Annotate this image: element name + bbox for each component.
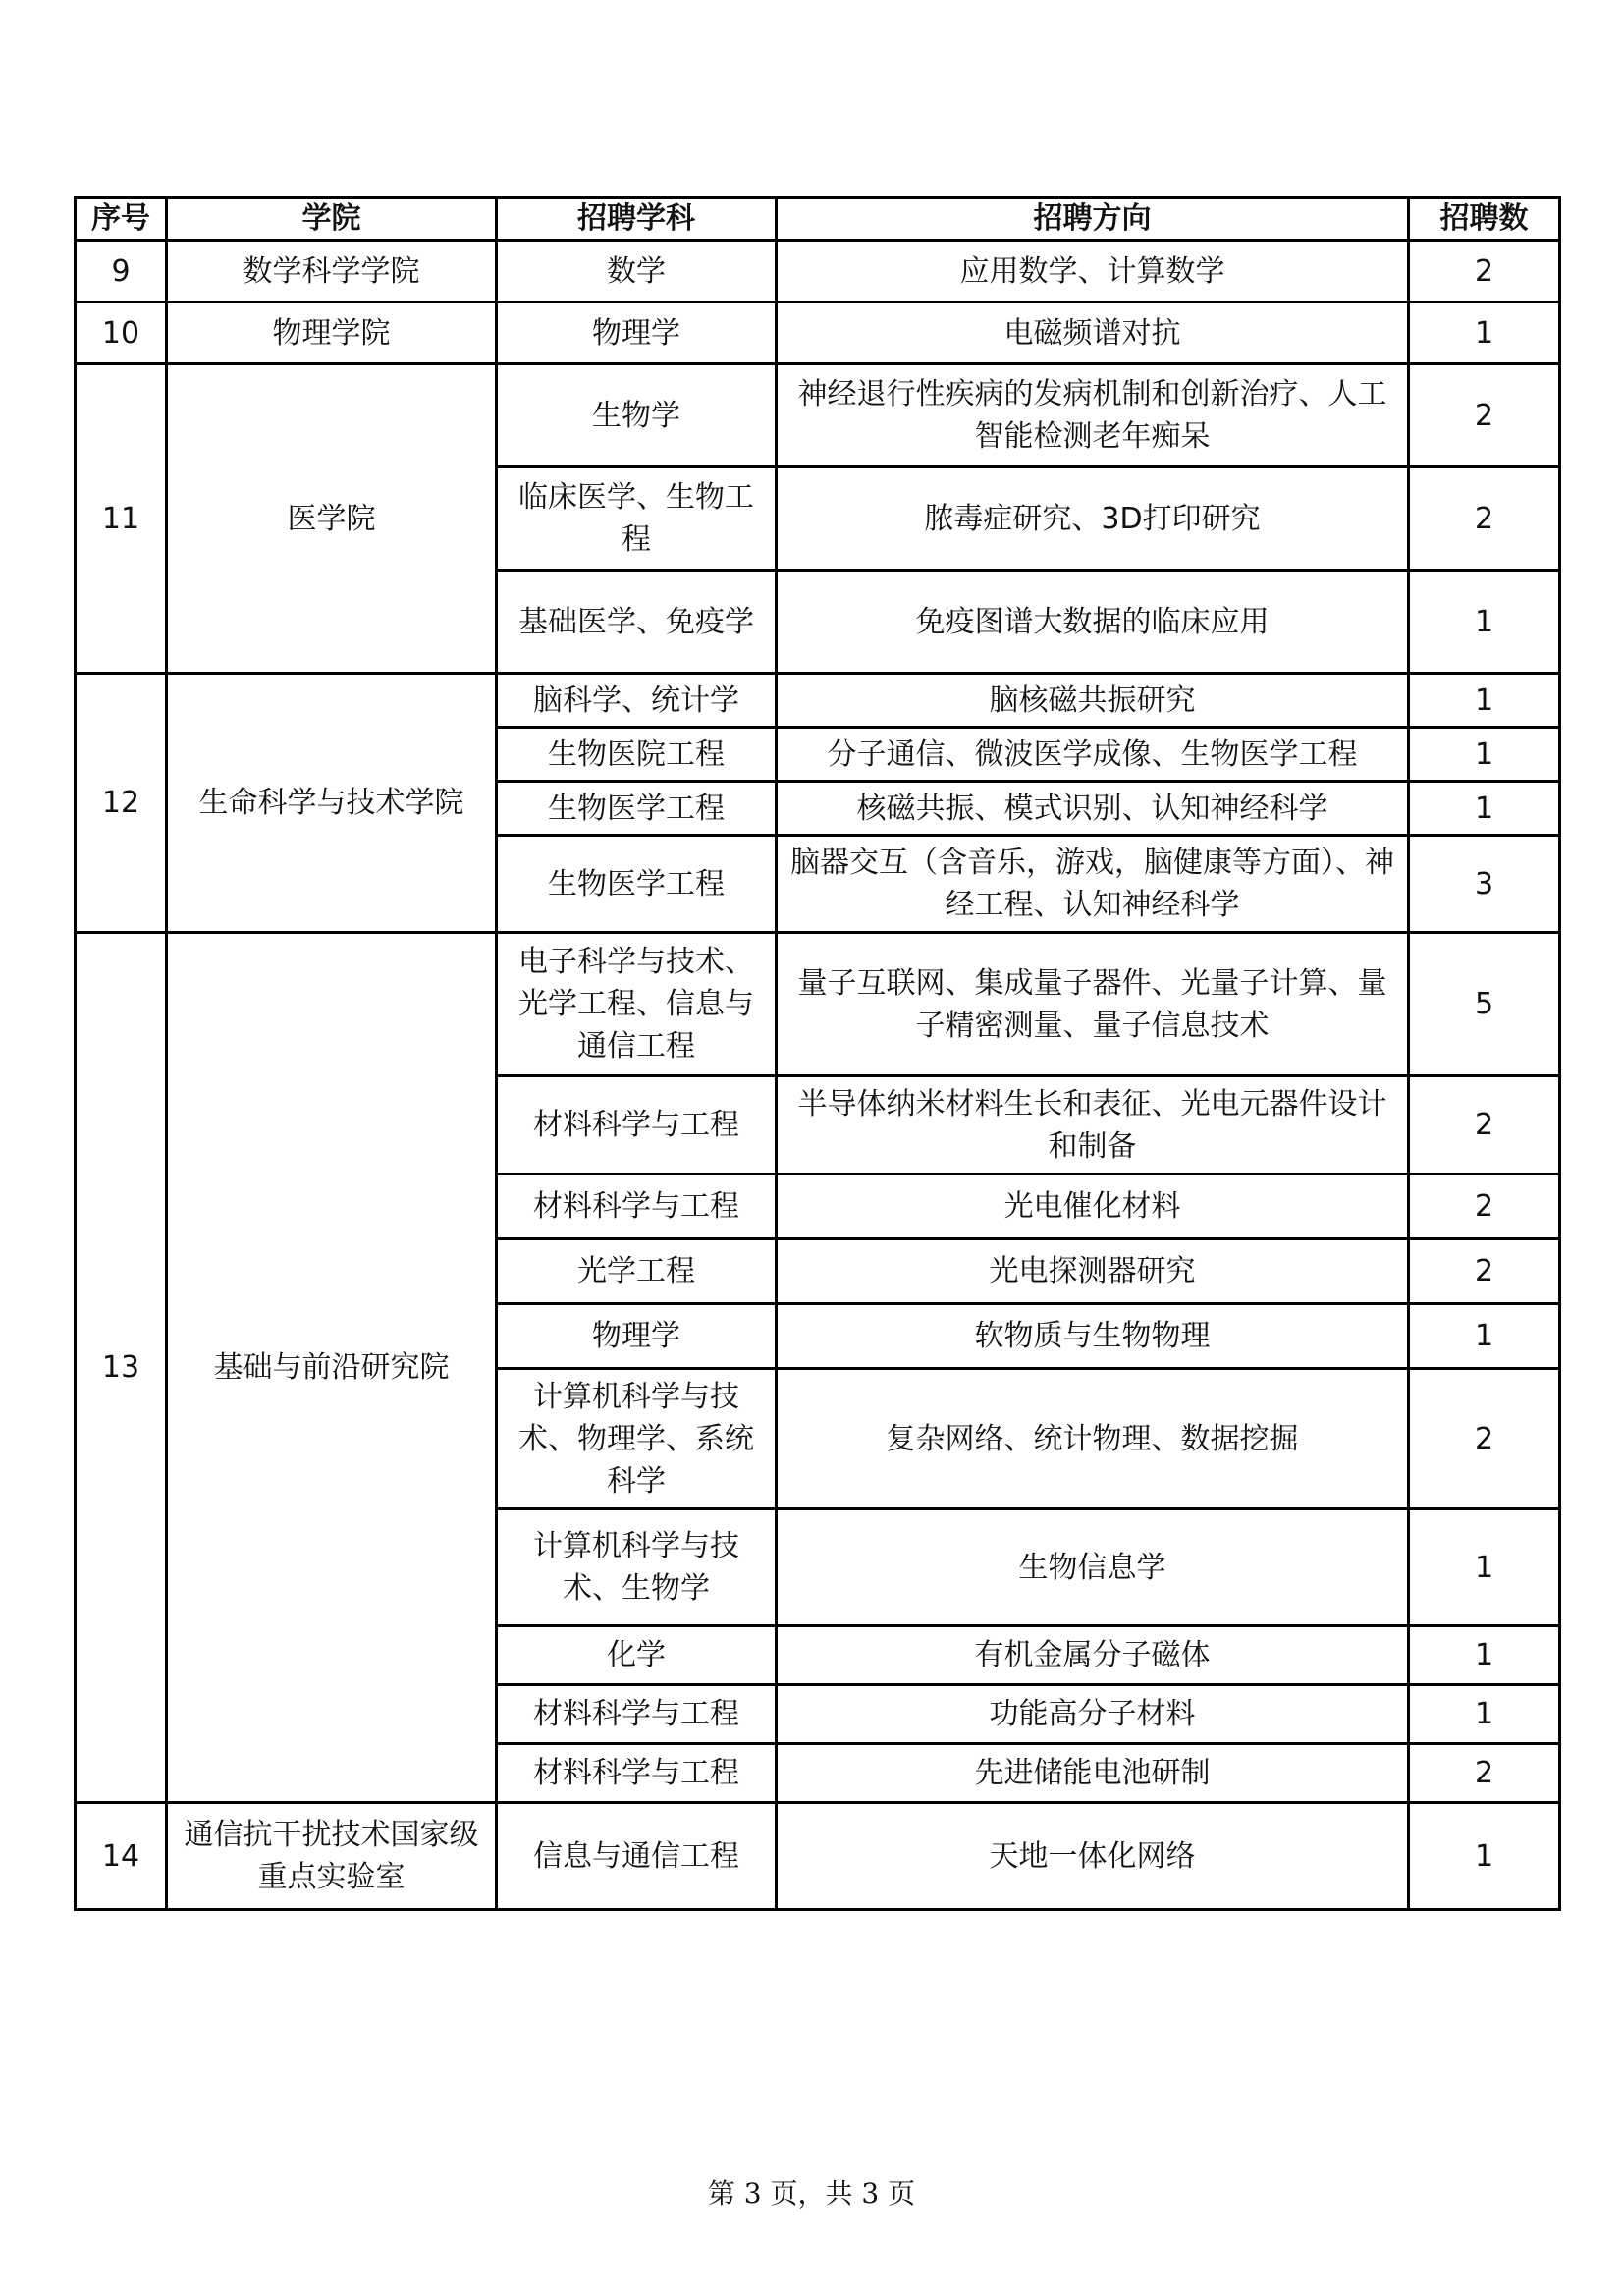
cell-subject: 生物医院工程 bbox=[497, 728, 777, 782]
cell-direction: 神经退行性疾病的发病机制和创新治疗、人工智能检测老年痴呆 bbox=[777, 364, 1409, 467]
cell-count: 2 bbox=[1409, 241, 1560, 302]
cell-count: 1 bbox=[1409, 1685, 1560, 1744]
cell-subject: 生物学 bbox=[497, 364, 777, 467]
cell-subject: 生物医学工程 bbox=[497, 782, 777, 836]
cell-count: 1 bbox=[1409, 674, 1560, 728]
cell-count: 1 bbox=[1409, 302, 1560, 364]
cell-count: 2 bbox=[1409, 1076, 1560, 1175]
cell-college: 通信抗干扰技术国家级重点实验室 bbox=[167, 1803, 497, 1910]
cell-count: 1 bbox=[1409, 1304, 1560, 1369]
page-footer: 第 3 页，共 3 页 bbox=[707, 2177, 916, 2210]
cell-college: 生命科学与技术学院 bbox=[167, 674, 497, 933]
cell-count: 2 bbox=[1409, 467, 1560, 571]
table-row bbox=[76, 241, 1560, 302]
cell-no: 10 bbox=[76, 302, 167, 364]
header-direction: 招聘方向 bbox=[777, 198, 1409, 241]
header-subject: 招聘学科 bbox=[497, 198, 777, 241]
cell-count: 2 bbox=[1409, 364, 1560, 467]
cell-direction: 分子通信、微波医学成像、生物医学工程 bbox=[777, 728, 1409, 782]
cell-count: 1 bbox=[1409, 1509, 1560, 1626]
cell-no: 13 bbox=[76, 933, 167, 1803]
cell-subject: 脑科学、统计学 bbox=[497, 674, 777, 728]
cell-direction: 脑器交互（含音乐，游戏，脑健康等方面）、神经工程、认知神经科学 bbox=[777, 836, 1409, 933]
cell-direction: 电磁频谱对抗 bbox=[777, 302, 1409, 364]
cell-college: 数学科学学院 bbox=[167, 241, 497, 302]
cell-direction: 免疫图谱大数据的临床应用 bbox=[777, 571, 1409, 674]
cell-subject: 计算机科学与技术、生物学 bbox=[497, 1509, 777, 1626]
cell-count: 1 bbox=[1409, 1626, 1560, 1685]
table-row bbox=[76, 933, 1560, 1076]
table-row bbox=[76, 302, 1560, 364]
table-row bbox=[76, 674, 1560, 728]
cell-subject: 临床医学、生物工程 bbox=[497, 467, 777, 571]
cell-direction: 量子互联网、集成量子器件、光量子计算、量子精密测量、量子信息技术 bbox=[777, 933, 1409, 1076]
cell-count: 3 bbox=[1409, 836, 1560, 933]
header-college: 学院 bbox=[167, 198, 497, 241]
cell-subject: 基础医学、免疫学 bbox=[497, 571, 777, 674]
cell-direction: 天地一体化网络 bbox=[777, 1803, 1409, 1910]
table-row bbox=[76, 1803, 1560, 1910]
table-header-row bbox=[76, 198, 1560, 241]
recruitment-table bbox=[74, 196, 1561, 1911]
cell-direction: 生物信息学 bbox=[777, 1509, 1409, 1626]
cell-college: 医学院 bbox=[167, 364, 497, 674]
header-count: 招聘数 bbox=[1409, 198, 1560, 241]
cell-count: 1 bbox=[1409, 782, 1560, 836]
cell-count: 2 bbox=[1409, 1239, 1560, 1304]
cell-direction: 软物质与生物物理 bbox=[777, 1304, 1409, 1369]
cell-count: 2 bbox=[1409, 1744, 1560, 1803]
cell-subject: 材料科学与工程 bbox=[497, 1685, 777, 1744]
cell-count: 1 bbox=[1409, 1803, 1560, 1910]
cell-college: 物理学院 bbox=[167, 302, 497, 364]
cell-subject: 电子科学与技术、光学工程、信息与通信工程 bbox=[497, 933, 777, 1076]
cell-no: 11 bbox=[76, 364, 167, 674]
cell-subject: 数学 bbox=[497, 241, 777, 302]
cell-direction: 光电催化材料 bbox=[777, 1175, 1409, 1239]
cell-direction: 先进储能电池研制 bbox=[777, 1744, 1409, 1803]
cell-no: 12 bbox=[76, 674, 167, 933]
cell-subject: 材料科学与工程 bbox=[497, 1076, 777, 1175]
cell-direction: 光电探测器研究 bbox=[777, 1239, 1409, 1304]
cell-subject: 光学工程 bbox=[497, 1239, 777, 1304]
cell-direction: 应用数学、计算数学 bbox=[777, 241, 1409, 302]
table-row bbox=[76, 364, 1560, 467]
cell-count: 2 bbox=[1409, 1175, 1560, 1239]
cell-direction: 脓毒症研究、3D打印研究 bbox=[777, 467, 1409, 571]
header-no: 序号 bbox=[76, 198, 167, 241]
cell-subject: 信息与通信工程 bbox=[497, 1803, 777, 1910]
cell-direction: 半导体纳米材料生长和表征、光电元器件设计和制备 bbox=[777, 1076, 1409, 1175]
cell-college: 基础与前沿研究院 bbox=[167, 933, 497, 1803]
cell-subject: 生物医学工程 bbox=[497, 836, 777, 933]
cell-direction: 核磁共振、模式识别、认知神经科学 bbox=[777, 782, 1409, 836]
cell-direction: 复杂网络、统计物理、数据挖掘 bbox=[777, 1369, 1409, 1509]
cell-count: 5 bbox=[1409, 933, 1560, 1076]
cell-subject: 计算机科学与技术、物理学、系统科学 bbox=[497, 1369, 777, 1509]
cell-count: 1 bbox=[1409, 571, 1560, 674]
cell-direction: 有机金属分子磁体 bbox=[777, 1626, 1409, 1685]
cell-no: 9 bbox=[76, 241, 167, 302]
cell-count: 1 bbox=[1409, 728, 1560, 782]
cell-subject: 化学 bbox=[497, 1626, 777, 1685]
cell-count: 2 bbox=[1409, 1369, 1560, 1509]
cell-subject: 材料科学与工程 bbox=[497, 1175, 777, 1239]
cell-subject: 物理学 bbox=[497, 302, 777, 364]
cell-subject: 物理学 bbox=[497, 1304, 777, 1369]
table-body bbox=[76, 241, 1560, 1910]
cell-direction: 功能高分子材料 bbox=[777, 1685, 1409, 1744]
cell-direction: 脑核磁共振研究 bbox=[777, 674, 1409, 728]
cell-subject: 材料科学与工程 bbox=[497, 1744, 777, 1803]
cell-no: 14 bbox=[76, 1803, 167, 1910]
